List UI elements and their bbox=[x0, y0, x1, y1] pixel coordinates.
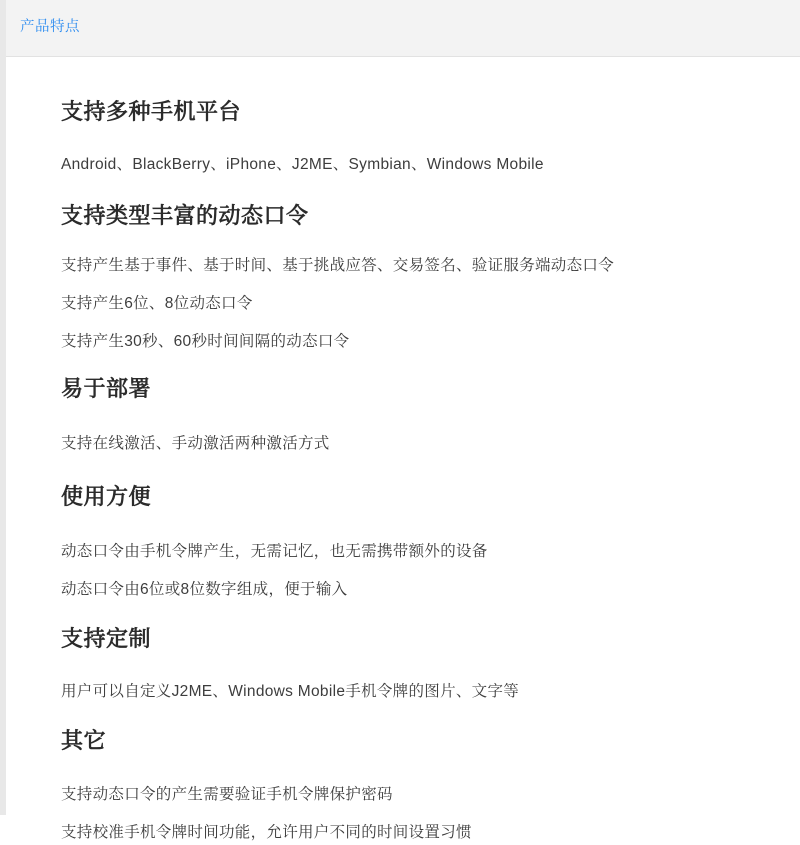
section-line: 支持产生30秒、60秒时间间隔的动态口令 bbox=[61, 333, 350, 351]
section-line: 支持产生基于事件、基于时间、基于挑战应答、交易签名、验证服务端动态口令 bbox=[61, 257, 615, 275]
page-title: 产品特点 bbox=[20, 19, 80, 36]
document-content bbox=[6, 57, 800, 845]
section-otp-types bbox=[61, 201, 760, 355]
section-heading: 使用方便 bbox=[61, 484, 152, 510]
section-customization bbox=[61, 624, 760, 704]
section-heading: 易于部署 bbox=[61, 376, 152, 402]
section-line: 支持校准手机令牌时间功能，允许用户不同的时间设置习惯 bbox=[61, 824, 472, 842]
section-supported-platforms bbox=[61, 97, 760, 177]
section-body bbox=[61, 432, 760, 456]
page-header bbox=[6, 0, 800, 57]
section-heading: 支持类型丰富的动态口令 bbox=[61, 202, 309, 228]
section-line: 支持产生6位、8位动态口令 bbox=[61, 295, 253, 313]
section-other bbox=[61, 726, 760, 845]
section-line: 动态口令由手机令牌产生，无需记忆，也无需携带额外的设备 bbox=[61, 542, 488, 560]
section-heading: 其它 bbox=[61, 727, 107, 753]
section-ease-of-use bbox=[61, 482, 760, 602]
section-body bbox=[61, 540, 760, 602]
section-line: 动态口令由6位或8位数字组成，便于输入 bbox=[61, 580, 348, 598]
section-line: 支持动态口令的产生需要验证手机令牌保护密码 bbox=[61, 786, 393, 804]
section-heading: 支持定制 bbox=[61, 625, 152, 651]
section-line: 支持在线激活、手动激活两种激活方式 bbox=[61, 435, 330, 453]
section-body bbox=[61, 153, 760, 177]
section-body bbox=[61, 254, 760, 354]
section-easy-deployment bbox=[61, 374, 760, 456]
section-heading: 支持多种手机平台 bbox=[61, 99, 242, 124]
section-body bbox=[61, 680, 760, 704]
section-body bbox=[61, 783, 760, 845]
section-line: 用户可以自定义J2ME、Windows Mobile手机令牌的图片、文字等 bbox=[61, 682, 520, 700]
section-line: Android、BlackBerry、iPhone、J2ME、Symbian、Windows Mobile bbox=[61, 155, 544, 173]
